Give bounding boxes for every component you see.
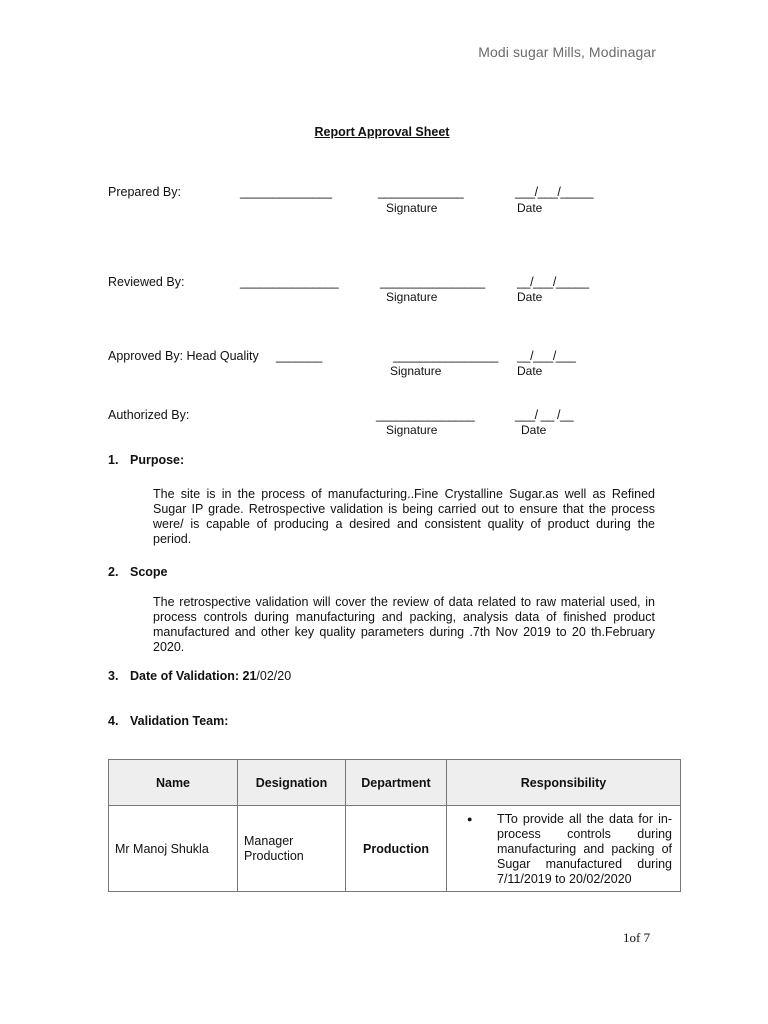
prepared-signature-line: _____________: [378, 185, 464, 199]
table-header-row: [109, 760, 681, 806]
cell-designation: [238, 806, 346, 892]
header-company: Modi sugar Mills, Modinagar: [478, 44, 656, 60]
bullet-icon: ●: [467, 814, 473, 824]
paragraph-line: 2020.: [153, 640, 185, 654]
approved-label: Approved By: Head Quality: [108, 349, 259, 363]
date-of-validation: [130, 669, 291, 683]
authorized-signature-label: Signature: [386, 423, 438, 437]
date-rest: /02/20: [256, 669, 292, 683]
scope-paragraph: [153, 595, 655, 655]
responsibility-line: process controls during: [497, 827, 672, 841]
reviewed-label: Reviewed By:: [108, 275, 185, 289]
prepared-label: Prepared By:: [108, 185, 181, 199]
reviewed-date-label: Date: [517, 290, 543, 304]
authorized-label: Authorized By:: [108, 408, 190, 422]
designation-line: Production: [244, 848, 304, 863]
page-title: Report Approval Sheet: [314, 125, 450, 139]
paragraph-line: The site is in the process of manufacturing..Fine Crystalline Sugar.as well as Refined: [153, 487, 655, 501]
reviewed-signature-label: Signature: [386, 290, 438, 304]
prepared-date-line: ___/___/_____: [515, 185, 594, 199]
reviewed-signature-line: ________________: [380, 275, 485, 289]
purpose-paragraph: [153, 487, 655, 547]
column-header-department: Department: [346, 760, 447, 806]
date-label: Date of Validation:: [130, 669, 243, 683]
authorized-date-label: Date: [521, 423, 547, 437]
designation-line: Manager: [244, 833, 294, 848]
paragraph-line: Sugar IP grade. Retrospective validation is being carried out to ensure that the process: [153, 502, 655, 516]
prepared-signature-label: Signature: [386, 201, 438, 215]
paragraph-line: manufactured and other key quality parameters during .7th Nov 2019 to 20 th.February: [153, 625, 655, 639]
paragraph-line: period.: [153, 532, 192, 546]
approved-date-label: Date: [517, 364, 543, 378]
authorized-date-line: ___/ __ /__: [515, 408, 574, 422]
paragraph-line: process controls during manufacturing and packing, analysis data of finished product: [153, 610, 655, 624]
reviewed-date-line: __/___/_____: [517, 275, 589, 289]
team-heading: Validation Team:: [130, 714, 229, 728]
prepared-date-label: Date: [517, 201, 543, 215]
approved-date-line: __/___/___: [517, 349, 576, 363]
paragraph-line: The retrospective validation will cover the review of data related to raw material used, in: [153, 595, 655, 609]
team-number: 4.: [108, 714, 119, 728]
prepared-name-line: ______________: [240, 185, 332, 199]
authorized-signature-line: _______________: [376, 408, 475, 422]
validation-team-table: [108, 759, 681, 892]
page-number: 1of 7: [623, 930, 651, 945]
approved-name-line: _______: [276, 349, 322, 363]
purpose-number: 1.: [108, 453, 119, 467]
scope-heading: Scope: [130, 565, 168, 579]
date-day: 21: [242, 669, 257, 683]
column-header-name: Name: [109, 760, 238, 806]
responsibility-line: TTo provide all the data for in-: [497, 812, 672, 826]
cell-name: Mr Manoj Shukla: [109, 806, 238, 892]
responsibility-line: 7/11/2019 to 20/02/2020: [497, 872, 632, 886]
column-header-designation: Designation: [238, 760, 346, 806]
cell-department: Production: [346, 806, 447, 892]
paragraph-line: were/ is capable of producing a desired and consistent quality of product during the: [153, 517, 655, 531]
responsibility-line: manufacturing and packing of: [497, 842, 672, 856]
responsibility-line: Sugar manufactured during: [497, 857, 672, 871]
cell-responsibility: [447, 806, 681, 892]
date-number: 3.: [108, 669, 119, 683]
column-header-responsibility: Responsibility: [447, 760, 681, 806]
table-row: [109, 806, 681, 892]
purpose-heading: Purpose:: [130, 453, 185, 467]
approved-signature-label: Signature: [390, 364, 442, 378]
reviewed-name-line: _______________: [240, 275, 339, 289]
approved-signature-line: ________________: [393, 349, 498, 363]
scope-number: 2.: [108, 565, 119, 579]
